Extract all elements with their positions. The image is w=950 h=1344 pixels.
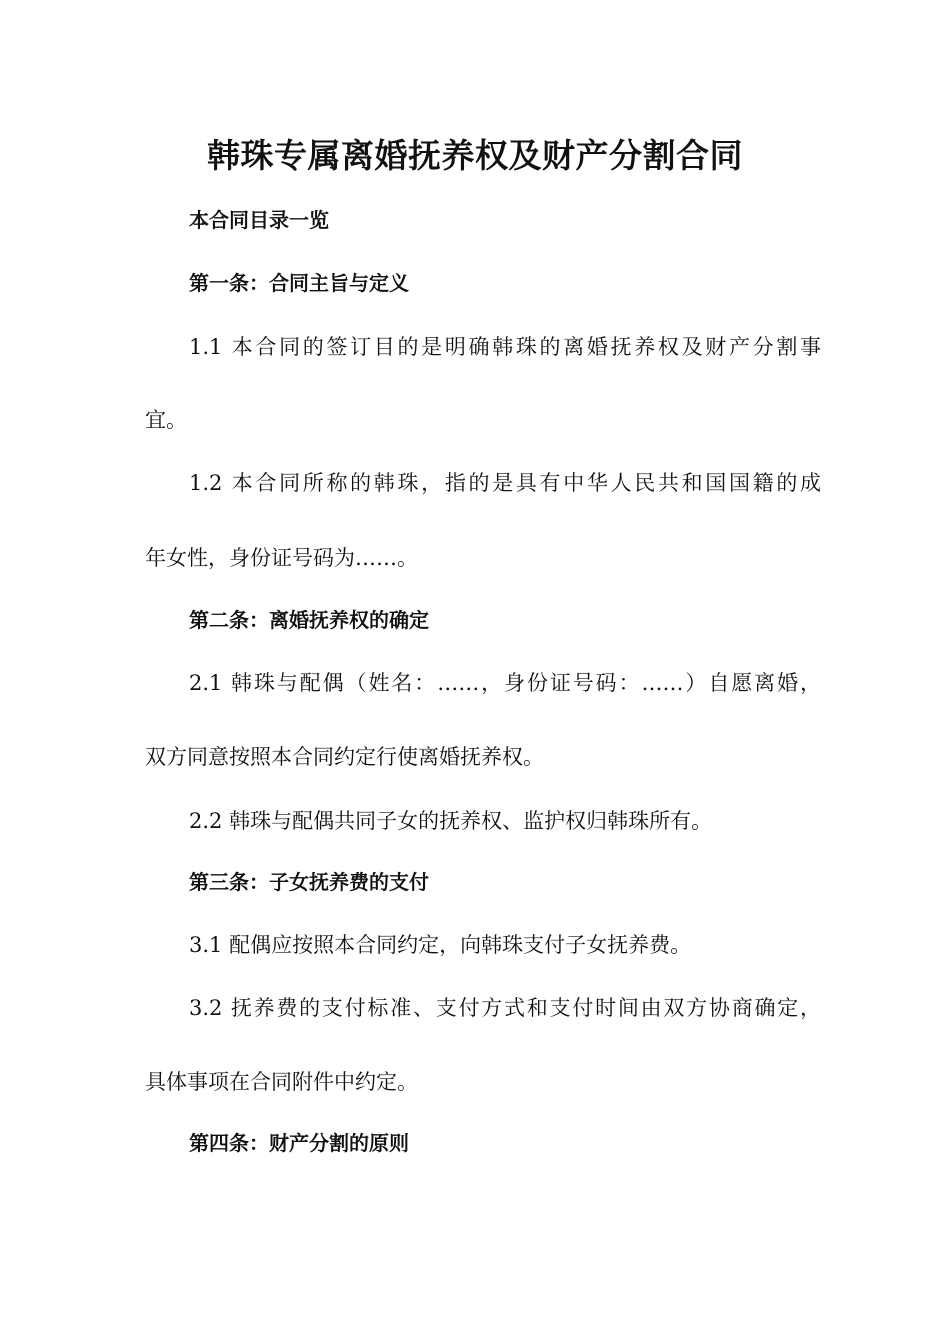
clause-2-2-line-1: 2.2 韩珠与配偶共同子女的抚养权、监护权归韩珠所有。 bbox=[189, 809, 713, 833]
clause-3-1-line-1: 3.1 配偶应按照本合同约定，向韩珠支付子女抚养费。 bbox=[189, 933, 692, 957]
clause-3-2-line-2: 具体事项在合同附件中约定。 bbox=[145, 1070, 418, 1094]
clause-3-2-line-1: 3.2 抚养费的支付标准、支付方式和支付时间由双方协商确定， bbox=[189, 996, 821, 1020]
document-title: 韩珠专属离婚抚养权及财产分割合同 bbox=[207, 136, 743, 175]
clause-1-2-line-2: 年女性，身份证号码为……。 bbox=[145, 546, 418, 570]
clause-1-1-line-2: 宜。 bbox=[145, 408, 187, 432]
clause-2-1-line-1: 2.1 韩珠与配偶（姓名：……，身份证号码：……）自愿离婚， bbox=[189, 671, 821, 695]
article-4-heading: 第四条：财产分割的原则 bbox=[189, 1131, 409, 1155]
article-2-heading: 第二条：离婚抚养权的确定 bbox=[189, 608, 429, 632]
clause-1-1-line-1: 1.1 本合同的签订目的是明确韩珠的离婚抚养权及财产分割事 bbox=[189, 335, 821, 359]
clause-2-1-line-2: 双方同意按照本合同约定行使离婚抚养权。 bbox=[145, 745, 544, 769]
clause-1-2-line-1: 1.2 本合同所称的韩珠，指的是具有中华人民共和国国籍的成 bbox=[189, 471, 821, 495]
article-3-heading: 第三条：子女抚养费的支付 bbox=[189, 870, 429, 894]
article-1-heading: 第一条：合同主旨与定义 bbox=[189, 271, 409, 295]
toc-heading: 本合同目录一览 bbox=[189, 208, 329, 232]
